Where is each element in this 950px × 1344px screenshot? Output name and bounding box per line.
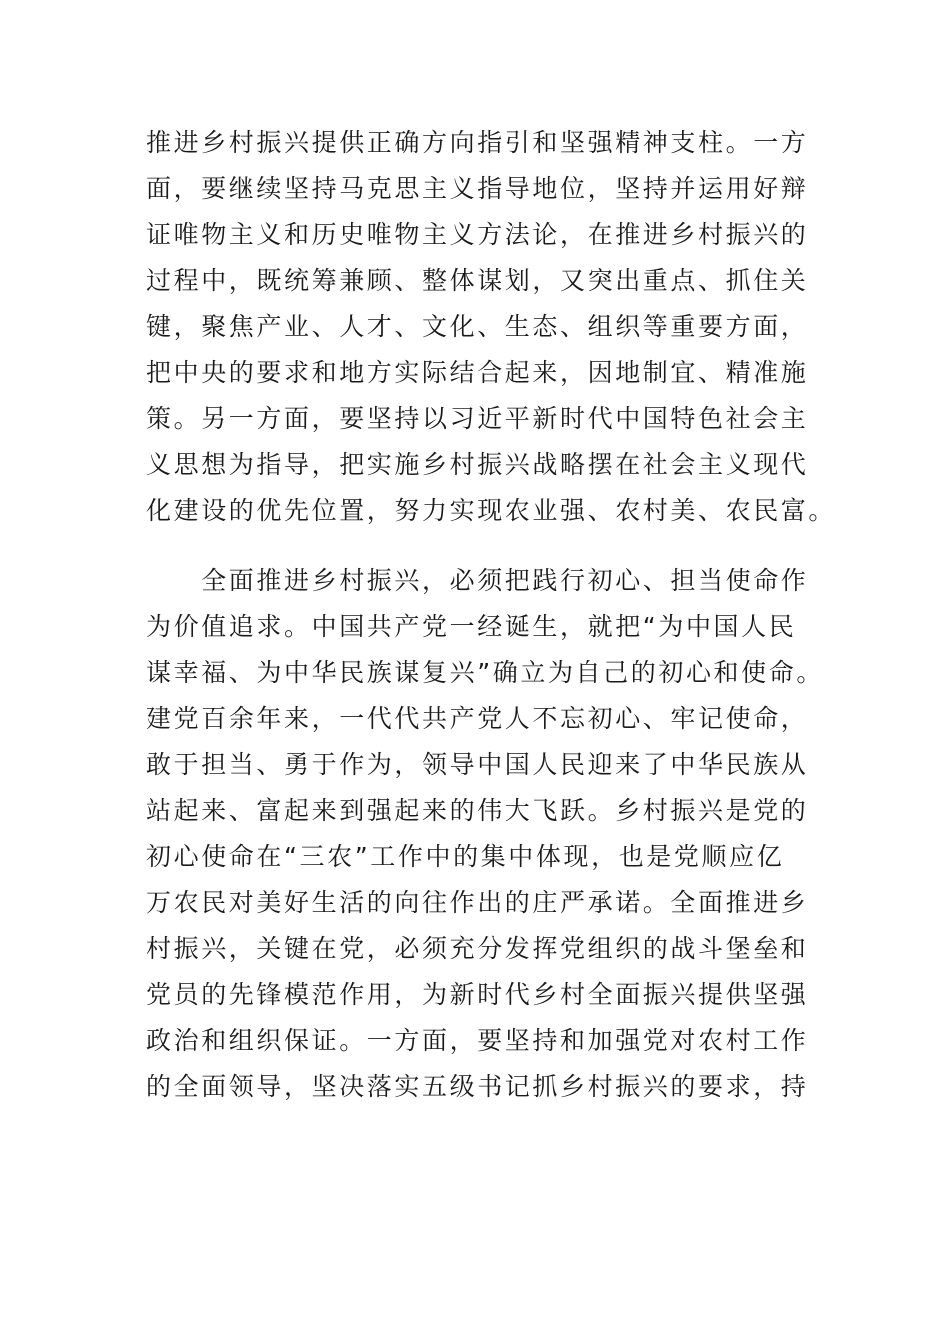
text-line: 站起来、富起来到强起来的伟大飞跃。乡村振兴是党的 [146, 796, 809, 825]
text-line: 推进乡村振兴提供正确方向指引和坚强精神支柱。一方 [146, 128, 809, 157]
text-line: 键，聚焦产业、人才、文化、生态、组织等重要方面， [146, 312, 809, 341]
text-line: 为价值追求。中国共产党一经诞生，就把“为中国人民 [146, 612, 797, 641]
text-line: 证唯物主义和历史唯物主义方法论，在推进乡村振兴的 [146, 220, 809, 249]
text-line: 初心使命在“三农”工作中的集中体现，也是党顺应亿 [146, 842, 785, 871]
text-line: 党员的先锋模范作用，为新时代乡村全面振兴提供坚强 [146, 980, 809, 1009]
text-line: 化建设的优先位置，努力实现农业强、农村美、农民富。 [146, 496, 837, 525]
text-line: 政治和组织保证。一方面，要坚持和加强党对农村工作 [146, 1026, 809, 1055]
paragraph-2 [146, 558, 824, 1110]
text-line: 策。另一方面，要坚持以习近平新时代中国特色社会主 [146, 404, 809, 433]
text-line: 全面推进乡村振兴，必须把践行初心、担当使命作 [146, 566, 809, 595]
text-line: 万农民对美好生活的向往作出的庄严承诺。全面推进乡 [146, 888, 809, 917]
text-line: 村振兴，关键在党，必须充分发挥党组织的战斗堡垒和 [146, 934, 809, 963]
text-line: 义思想为指导，把实施乡村振兴战略摆在社会主义现代 [146, 450, 809, 479]
text-line: 面，要继续坚持马克思主义指导地位，坚持并运用好辩 [146, 174, 809, 203]
text-line: 建党百余年来，一代代共产党人不忘初心、牢记使命， [146, 704, 809, 733]
text-line: 谋幸福、为中华民族谋复兴”确立为自己的初心和使命。 [146, 658, 824, 687]
text-line: 敢于担当、勇于作为，领导中国人民迎来了中华民族从 [146, 750, 809, 779]
text-line: 过程中，既统筹兼顾、整体谋划，又突出重点、抓住关 [146, 266, 809, 295]
paragraph-1 [146, 120, 837, 534]
text-line: 把中央的要求和地方实际结合起来，因地制宜、精准施 [146, 358, 809, 387]
text-line: 的全面领导，坚决落实五级书记抓乡村振兴的要求，持 [146, 1072, 809, 1101]
